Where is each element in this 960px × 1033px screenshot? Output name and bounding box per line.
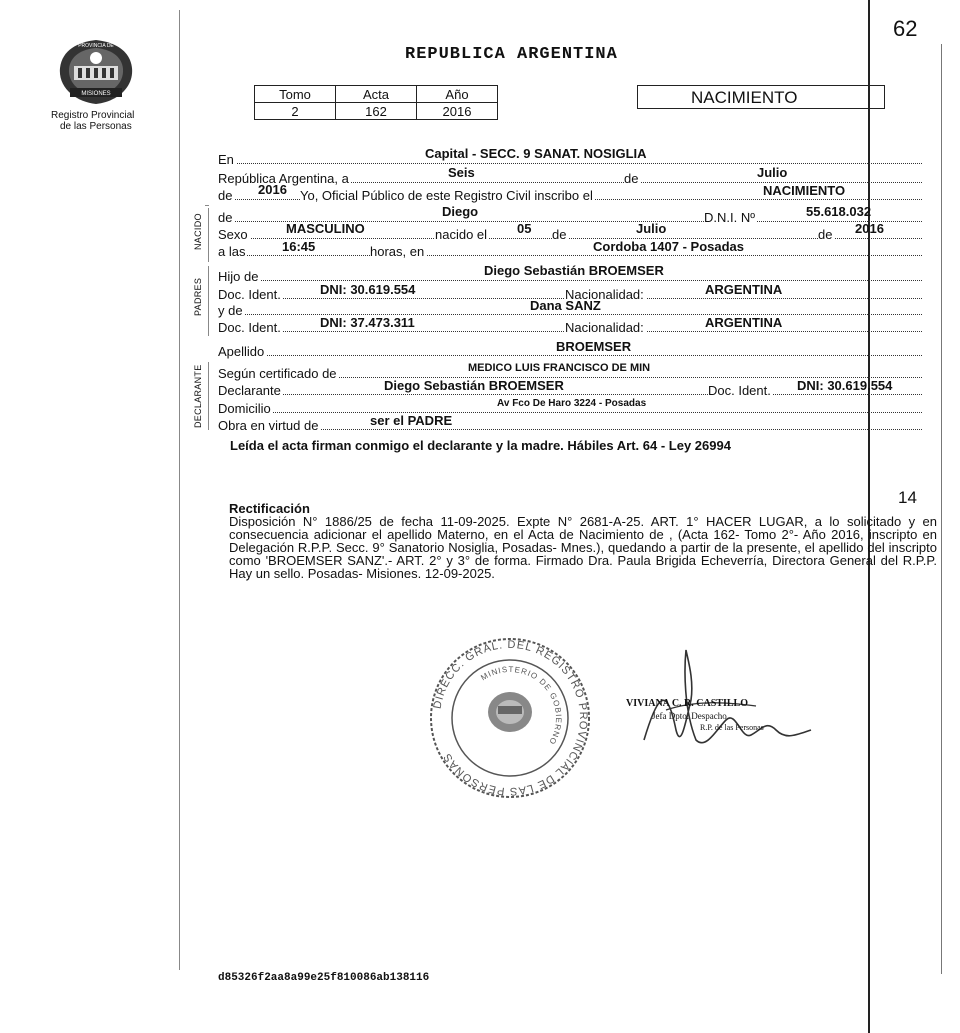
signature-role: Jefa Dpto. Despacho [652,711,727,721]
label-de-anio: de [218,188,233,203]
value-anio: 2016 [258,182,287,197]
registry-name-line1: Registro Provincial [51,110,135,121]
province-shield-icon [56,38,136,106]
label-obra-en-virtud: Obra en virtud de [218,418,319,433]
value-dni: 55.618.032 [806,204,872,219]
value-inscripcion: NACIMIENTO [763,183,846,198]
label-declarante: Declarante [218,383,281,398]
row-padre-dotline [218,280,922,281]
registry-table [254,85,498,120]
row-apellido-dotline [218,355,922,356]
value-declarante-doc: DNI: 30.619.554 [797,378,893,393]
rectificacion-text: Disposición N° 1886/25 de fecha 11-09-2025. Expte N° 2681-A-25. ART. 1° HACER LUGAR, a lo solicitado y en consecuencia adicionar el apellido Materno, en el Acta de Nacimiento de , (Acta 162- Tomo 2°- Año 2016, inscripto en Delegación R.P.P. Secc. 9° Sanatorio Nosiglia, Posadas- Mnes.), quedando a partir de la presente, el apellido del inscripto como 'BROEMSER SANZ'.- ART. 2° y 3° de forma. Firmado Dra. Paula Brigida Echeverría, Directora General del R.P.P. Hay un sello. Posadas- Misiones. 12-09-2025. [229,514,937,581]
document-title: REPUBLICA ARGENTINA [405,45,618,64]
svg-text:DIRECC. GRAL. DEL REGISTRO PRO: DIRECC. GRAL. DEL REGISTRO PROVINCIAL DE LAS PERSONAS [431,638,590,798]
label-nacionalidad2: Nacionalidad: [565,320,644,335]
province-logo [56,38,136,106]
value-dia: Seis [448,165,475,180]
label-domicilio: Domicilio [218,401,271,416]
value-declarante: Diego Sebastián BROEMSER [384,378,564,393]
value-padre-nac: ARGENTINA [705,282,783,297]
label-de-dia: de [552,227,567,242]
label-a-las: a las [218,244,246,259]
label-yo-oficial: Yo, Oficial Público de este Registro Civil inscribo el [300,188,593,203]
label-de-nombre: de [218,210,233,225]
table-header-tomo: Tomo [255,86,336,103]
side-label-declarante: DECLARANTE [193,364,203,428]
label-de-anio2: de [818,227,833,242]
label-sexo: Sexo [218,227,248,242]
label-republica: República Argentina, a [218,171,349,186]
value-certificado: MEDICO LUIS FRANCISCO DE MIN [468,362,651,374]
label-apellido: Apellido [218,344,265,359]
value-nombre: Diego [442,204,479,219]
label-doc-ident3: Doc. Ident. [708,383,771,398]
row-en-dotline [218,163,922,164]
section-bar-padres [208,266,209,336]
value-nacido-anio: 2016 [855,221,884,236]
official-seal-icon [428,636,592,800]
value-sexo: MASCULINO [286,221,365,236]
document-hash: d85326f2aa8a99e25f810086ab138116 [218,972,430,984]
table-header-anio: Año [417,86,498,103]
label-horas-en: horas, en [370,244,425,259]
svg-text:MINISTERIO DE GOBIERNO: MINISTERIO DE GOBIERNO [479,664,564,747]
label-en: En [218,152,234,167]
page-number: 62 [893,16,918,41]
signature-org: R.P. de las Personas [700,723,764,732]
table-value-tomo: 2 [255,103,336,120]
document-type-box [637,85,885,109]
row-declarante-dotline [218,394,922,395]
svg-text:PROVINCIA DE: PROVINCIA DE [78,43,114,49]
side-label-padres: PADRES [193,277,203,316]
value-domicilio: Av Fco De Haro 3224 - Posadas [497,398,647,409]
value-madre-doc: DNI: 37.473.311 [320,315,415,330]
left-margin-line [179,10,180,970]
closing-statement: Leída el acta firman conmigo el declarante y la madre. Hábiles Art. 64 - Ley 26994 [230,438,731,453]
table-header-acta: Acta [336,86,417,103]
value-padre: Diego Sebastián BROEMSER [484,263,664,278]
value-nacido-mes: Julio [636,221,667,236]
label-doc-ident2: Doc. Ident. [218,320,281,335]
value-lugar: Capital - SECC. 9 SANAT. NOSIGLIA [425,146,647,161]
side-number: 14 [898,488,917,507]
rectificacion-title: Rectificación [229,501,310,516]
row-hora-dotline [218,255,922,256]
document-type-label: NACIMIENTO [691,88,798,107]
svg-text:MISIONES: MISIONES [81,91,111,97]
value-hora: 16:45 [282,239,316,254]
label-nacionalidad: Nacionalidad: [565,287,644,302]
row-sexo-dotline [218,238,922,239]
section-bar-declarante [208,362,209,430]
label-dni: D.N.I. Nº [704,210,755,225]
value-madre-nac: ARGENTINA [705,315,783,330]
signature-name: VIVIANA C. R. CASTILLO [626,698,748,709]
official-stamp [428,636,592,800]
registry-name-line2: de las Personas [60,121,132,132]
row-virtud-dotline [218,429,922,430]
value-apellido: BROEMSER [556,339,632,354]
side-label-nacido: NACIDO [193,213,203,250]
label-hijo-de: Hijo de [218,269,259,284]
label-doc-ident: Doc. Ident. [218,287,281,302]
table-value-acta: 162 [336,103,417,120]
value-virtud: ser el PADRE [370,413,453,428]
section-divider-nacido [205,205,209,206]
value-padre-doc: DNI: 30.619.554 [320,282,416,297]
label-segun-certificado: Según certificado de [218,366,337,381]
value-nacido-dia: 05 [517,221,532,236]
label-nacido-el: nacido el [435,227,488,242]
value-madre: Dana SANZ [530,298,601,313]
table-value-anio: 2016 [417,103,498,120]
label-de-mes: de [624,171,639,186]
row-domicilio-dotline [218,412,922,413]
section-bar-nacido [208,208,209,262]
label-y-de: y de [218,303,243,318]
value-mes: Julio [757,165,788,180]
value-lugar-nac: Cordoba 1407 - Posadas [593,239,744,254]
far-right-edge-line [941,44,942,974]
